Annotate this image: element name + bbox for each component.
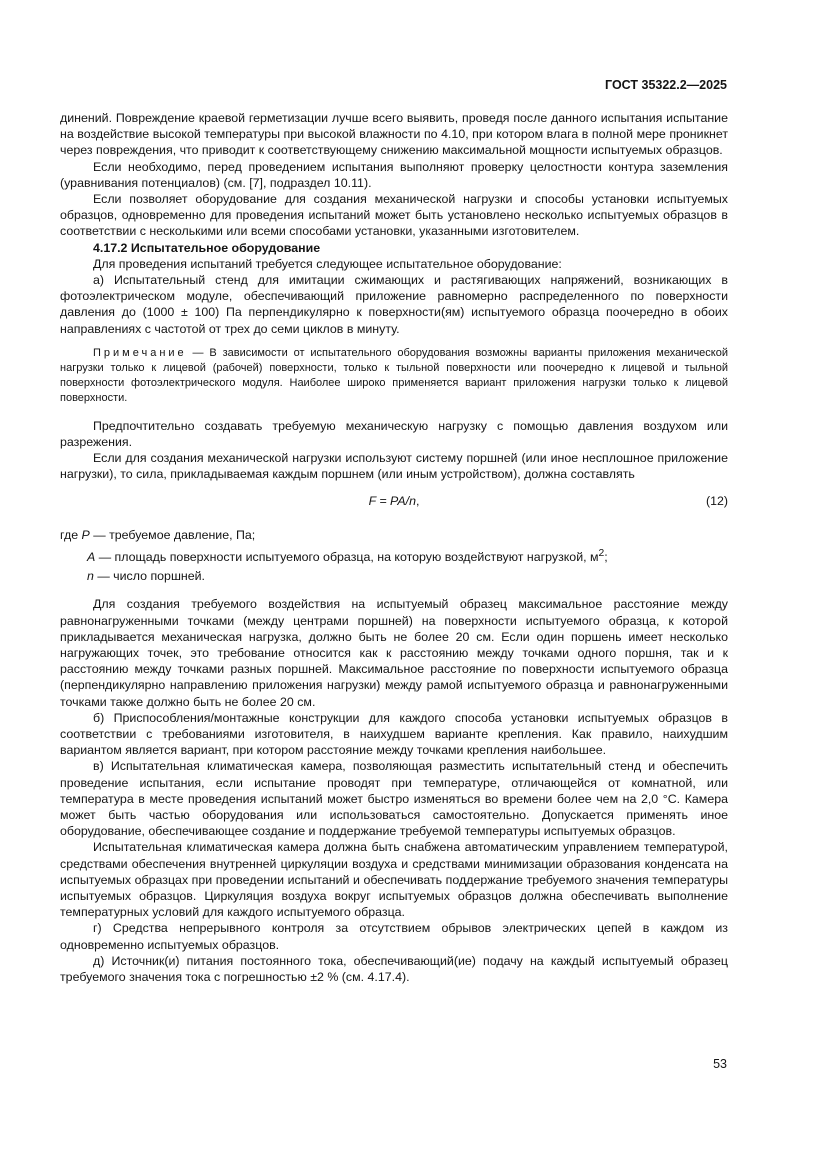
note xyxy=(60,346,728,406)
paragraph: динений. Повреждение краевой герметизации лучше всего выявить, проведя после данного испытания испытание на воздействие высокой температуры при высокой влажности по 4.10, при котором влага в полной мере проникнет через повреждения, что приводит к соответствующему снижению максимальной мощности испытуемых образцов. xyxy=(60,111,728,158)
where-label: где xyxy=(60,527,79,542)
document-code: ГОСТ 35322.2—2025 xyxy=(605,78,727,92)
formula-punct: , xyxy=(415,493,420,508)
paragraph: Предпочтительно создавать требуемую механическую нагрузку с помощью давления воздухом или разрежения. xyxy=(60,418,728,450)
variable-definitions xyxy=(60,527,728,585)
variable-symbol: n xyxy=(87,569,94,584)
variable-definition xyxy=(60,546,728,565)
superscript: 2 xyxy=(598,547,605,559)
note-text: — В зависимости от испытательного оборудования возможны варианты приложения механической нагрузки только к лицевой (рабочей) поверхности, только к тыльной поверхности или поочередно к лицевой и тыльной поверхности фотоэлектрического модуля. Наиболее широко применяется вариант приложения нагрузки только к лицевой поверхности. xyxy=(60,346,728,404)
note-label: Примечание xyxy=(93,346,187,359)
formula-block xyxy=(60,491,728,523)
variable-definition xyxy=(60,568,728,584)
list-item-g: г) Средства непрерывного контроля за отсутствием обрывов электрических цепей в каждом из одновременно испытуемых образцов. xyxy=(60,921,728,952)
paragraph: Если для создания механической нагрузки используют систему поршней (или иное несплошное приложение нагрузки), то сила, прикладываемая каждым поршнем (или иным устройством), должна составлять xyxy=(60,451,728,482)
variable-desc: — число поршней. xyxy=(93,569,205,584)
section-heading: 4.17.2 Испытательное оборудование xyxy=(93,240,321,255)
list-item-d: д) Источник(и) питания постоянного тока, обеспечивающий(ие) подачу на каждый испытуемый образец требуемого значения тока с погрешностью ±2 % (см. 4.17.4). xyxy=(60,953,728,985)
variable-desc: — площадь поверхности испытуемого образца, на которую воздействуют нагрузкой, м xyxy=(95,549,599,564)
list-item-v: в) Испытательная климатическая камера, позволяющая разместить испытательный стенд и обеспечить проведение испытания, если испытание проводят при температуре, отличающейся от комнатной, или температура в месте проведения испытаний может быстро изменяться во времени более чем на 2,0 °С. Камера может быть частью оборудования или использоваться самостоятельно. Допускается применять иное оборудование, обеспечивающее создание и поддержание требуемой температуры испытуемых образцов. xyxy=(60,759,728,839)
page-number: 53 xyxy=(713,1057,727,1071)
paragraph: Для проведения испытаний требуется следующее испытательное оборудование: xyxy=(93,256,562,271)
variable-desc-end: ; xyxy=(604,549,608,564)
page-content xyxy=(60,110,728,985)
paragraph: Если необходимо, перед проведением испытания выполняют проверку целостности контура заземления (уравнивания потенциалов) (см. [7], подраздел 10.11). xyxy=(60,159,728,190)
paragraph: Если позволяет оборудование для создания механической нагрузки и способы установки испытуемых образцов, одновременно для проведения испытаний может быть установлено несколько испытуемых образцов в соответствии с несколькими или всеми способами установки, указанными изготовителем. xyxy=(60,192,728,239)
list-item-a: а) Испытательный стенд для имитации сжимающих и растягивающих напряжений, возникающих в фотоэлектрическом модуле, обеспечивающий приложение равномерно распределенного по поверхности давления до (1000 ± 100) Па перпендикулярно к поверхности(ям) испытуемого образца поочередно в обоих направлениях с частотой от трех до семи циклов в минуту. xyxy=(60,273,728,336)
paragraph: Испытательная климатическая камера должна быть снабжена автоматическим управлением температурой, средствами обеспечения внутренней циркуляции воздуха и средствами минимизации образования конденсата на испытуемых образцах при проведении испытаний и обеспечивать поддержание требуемого значения температуры испытуемых образцов. Циркуляция воздуха вокруг испытуемых образцов должна обеспечивать выполнение температурных условий для каждого испытуемого образца. xyxy=(60,840,728,920)
variable-symbol: P xyxy=(81,527,90,542)
list-item-b: б) Приспособления/монтажные конструкции для каждого способа установки испытуемых образцов в соответствии с требованиями изготовителя, в наихудшем варианте крепления. Как правило, наихудшим вариантом является вариант, при котором расстояние между точками крепления наибольшее. xyxy=(60,710,728,758)
paragraph: Для создания требуемого воздействия на испытуемый образец максимальное расстояние между равнонагруженными точками (между центрами поршней) на поверхности испытуемого образца, к которой прикладывается механическая нагрузка, должно быть не более 20 см. Если один поршень имеет несколько нагружающих точек, это требование относится как к расстоянию между точками одного поршня, так и к расстоянию между точками разных поршней. Максимальное расстояние по поверхности испытуемого образца (перпендикулярно направлению приложения нагрузки) между рамой испытуемого образца и равнонагруженными точками также должно быть не более 20 см. xyxy=(60,597,728,709)
formula xyxy=(60,493,728,509)
variable-desc: — требуемое давление, Па; xyxy=(89,527,256,542)
formula-expression: F = PA/n xyxy=(368,493,416,508)
formula-number: (12) xyxy=(705,493,728,508)
variable-symbol: A xyxy=(87,549,96,564)
variable-definition xyxy=(60,527,728,543)
